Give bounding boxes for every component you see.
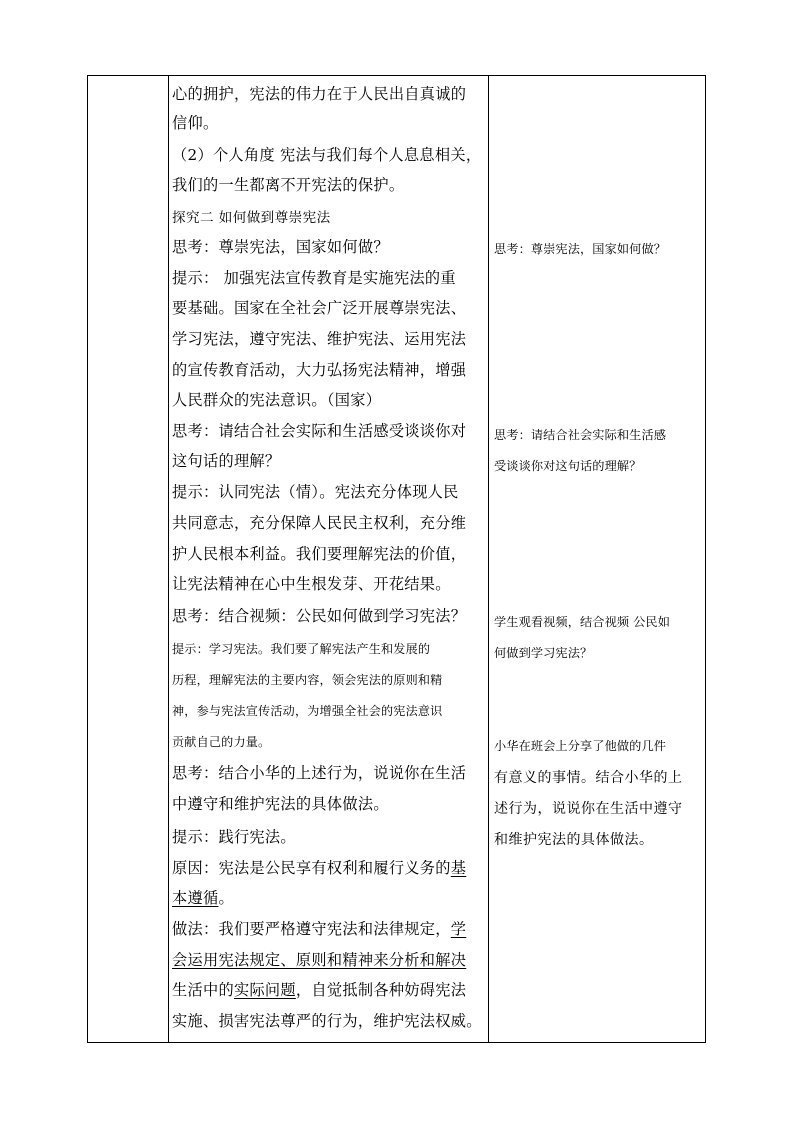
text-run: 提示： 加强宪法宣传教育是实施宪法的重 <box>172 269 456 287</box>
section-heading <box>172 208 331 228</box>
content-line <box>172 1011 482 1031</box>
text-run: （2）个人角度 宪法与我们每个人息息相关， <box>172 146 482 164</box>
text-run: 提示：学习宪法。我们要了解宪法产生和发展的 <box>172 642 431 656</box>
text-run: 做法：我们要严格遵守宪法和法律规定， <box>172 920 451 938</box>
text-run: 历程，理解宪法的主要内容，领会宪法的原则和精 <box>172 673 443 687</box>
content-line <box>172 390 381 410</box>
content-line <box>172 544 466 564</box>
content-line <box>172 482 459 502</box>
text-run: 提示：认同宪法（情）。宪法充分体现人民 <box>172 483 459 501</box>
text-run: 共同意志，充分保障人民民主权利，充分维 <box>172 514 467 532</box>
text-run: 人民群众的宪法意识。（国家） <box>172 391 382 409</box>
text-run: 思考：结合小华的上述行为，说说你在生活 <box>172 764 467 782</box>
content-line <box>172 670 442 690</box>
text-run: 贡献自己的力量。 <box>172 735 271 749</box>
lesson-plan-table <box>87 75 706 1043</box>
text-run: 实施、损害宪法尊严的行为，维护宪法权威。 <box>172 1012 482 1030</box>
text-run: 思考：尊崇宪法，国家如何做？ <box>172 238 389 256</box>
activity-line: 受谈谈你对这句话的理解？ <box>494 459 642 473</box>
underlined-text: 学 <box>450 920 467 938</box>
text-run: 探究二 如何做到尊崇宪法 <box>172 210 331 226</box>
activity-line: 和维护宪法的具体做法。 <box>494 832 654 848</box>
content-line <box>172 360 466 380</box>
underlined-text: 会运用宪法规定、原则和精神来分析和解决 <box>172 951 467 969</box>
content-line <box>172 329 466 349</box>
content-line <box>172 794 389 814</box>
text-run: 学习宪法，遵守宪法、维护宪法、运用宪法 <box>172 330 467 348</box>
content-line <box>172 268 456 288</box>
activity-line: 有意义的事情。结合小华的上 <box>494 770 683 786</box>
content-line <box>172 298 466 318</box>
activity-line: 小华在班会上分享了他做的几件 <box>494 739 667 753</box>
content-line <box>172 113 218 133</box>
think-question <box>172 606 466 626</box>
content-line <box>172 919 466 939</box>
content-line <box>172 513 466 533</box>
underlined-text: 基 <box>450 859 467 877</box>
think-question <box>172 763 466 783</box>
content-line <box>172 732 270 752</box>
think-question <box>172 237 389 257</box>
text-run: 原因：宪法是公民享有权利和履行义务的 <box>172 859 451 877</box>
content-line <box>172 827 296 847</box>
activity-line: 思考：尊崇宪法，国家如何做？ <box>494 242 667 256</box>
activity-line: 述行为，说说你在生活中遵守 <box>494 801 683 817</box>
underlined-text: 本遵循 <box>172 889 219 907</box>
content-line <box>172 858 466 878</box>
text-run: 信仰。 <box>172 114 219 132</box>
activity-line: 思考：请结合社会实际和生活感 <box>494 428 667 442</box>
content-line <box>172 701 442 721</box>
content-line <box>172 980 466 1000</box>
text-run: 思考：请结合社会实际和生活感受谈谈你对 <box>172 422 467 440</box>
text-run: ，自觉抵制各种妨碍宪法 <box>295 981 467 999</box>
content-line <box>172 175 404 195</box>
activity-line: 学生观看视频，结合视频 公民如 <box>494 615 670 629</box>
text-run: 这句话的理解？ <box>172 452 281 470</box>
text-run: 要基础。国家在全社会广泛开展尊崇宪法、 <box>172 299 467 317</box>
content-line <box>172 888 234 908</box>
text-run: 。 <box>218 889 234 907</box>
content-line <box>172 145 481 165</box>
content-line <box>172 451 280 471</box>
text-run: 提示：践行宪法。 <box>172 828 296 846</box>
text-run: 的宣传教育活动，大力弘扬宪法精神，增强 <box>172 361 467 379</box>
text-run: 心的拥护，宪法的伟力在于人民出自真诚的 <box>172 85 467 103</box>
text-run: 神，参与宪法宣传活动，为增强全社会的宪法意识 <box>172 704 443 718</box>
text-run: 生活中的 <box>172 981 234 999</box>
content-line <box>172 950 466 970</box>
underlined-text: 实际问题 <box>233 981 296 999</box>
activity-line: 何做到学习宪法？ <box>494 646 593 660</box>
text-run: 护人民根本利益。我们要理解宪法的价值， <box>172 545 467 563</box>
content-line <box>172 574 451 594</box>
content-line <box>172 84 466 104</box>
text-run: 中遵守和维护宪法的具体做法。 <box>172 795 389 813</box>
text-run: 思考：结合视频：公民如何做到学习宪法？ <box>172 607 467 625</box>
content-line <box>172 639 430 659</box>
column-divider-right <box>488 76 489 1042</box>
column-divider-left <box>168 76 169 1042</box>
text-run: 让宪法精神在心中生根发芽、开花结果。 <box>172 575 451 593</box>
think-question <box>172 421 466 441</box>
text-run: 我们的一生都离不开宪法的保护。 <box>172 176 405 194</box>
